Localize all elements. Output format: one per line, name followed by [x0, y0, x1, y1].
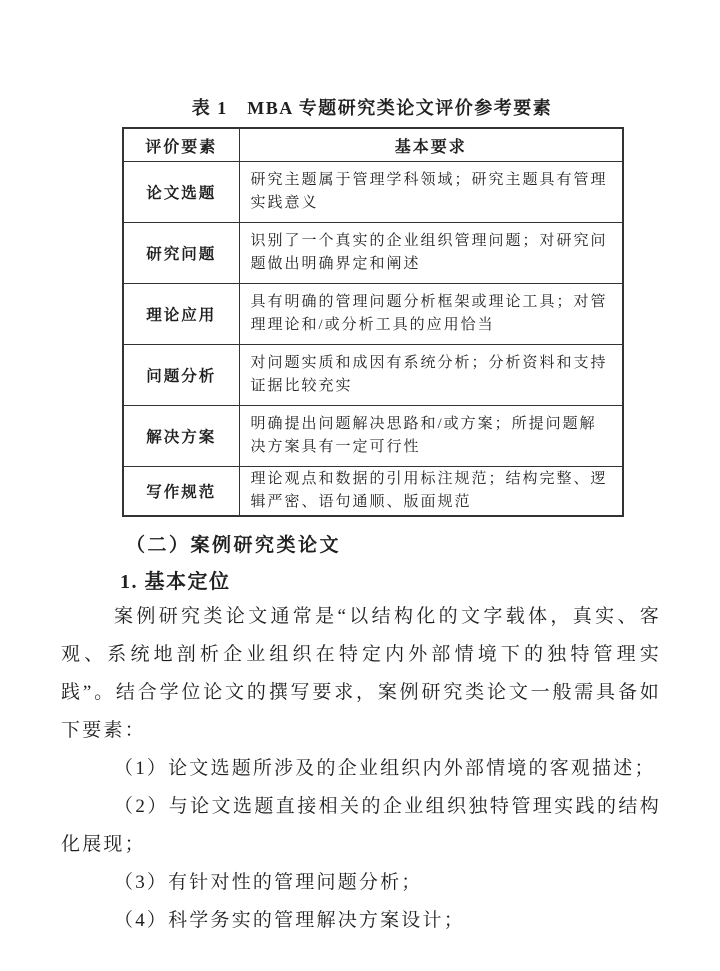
requirement-text: 对问题实质和成因有系统分析；分析资料和支持证据比较充实: [239, 345, 623, 406]
criteria-label: 论文选题: [123, 162, 239, 223]
subsection-heading: 1. 基本定位: [120, 571, 231, 593]
table-row: [123, 467, 623, 517]
list-item: （2）与论文选题直接相关的企业组织独特管理实践的结构化展现；: [61, 796, 661, 855]
header-requirements: 基本要求: [239, 128, 623, 162]
requirement-text: 明确提出问题解决思路和/或方案；所提问题解决方案具有一定可行性: [239, 406, 623, 467]
requirement-text: 具有明确的管理问题分析框架或理论工具；对管理理论和/或分析工具的应用恰当: [239, 284, 623, 345]
table-caption: 表 1 MBA 专题研究类论文评价参考要素: [191, 98, 553, 118]
requirement-text: 识别了一个真实的企业组织管理问题；对研究问题做出明确界定和阐述: [239, 223, 623, 284]
requirement-text: 研究主题属于管理学科领域；研究主题具有管理实践意义: [239, 162, 623, 223]
criteria-label: 解决方案: [123, 406, 239, 467]
table-header-row: [123, 128, 623, 162]
evaluation-table: [122, 127, 624, 517]
criteria-label: 理论应用: [123, 284, 239, 345]
table-row: [123, 162, 623, 223]
intro-paragraph: 案例研究类论文通常是“以结构化的文字载体，真实、客观、系统地剖析企业组织在特定内外部情境下的独特管理实践”。结合学位论文的撰写要求，案例研究类论文一般需具备如下要素：: [61, 606, 661, 741]
section-heading: （二）案例研究类论文: [126, 535, 342, 556]
body-text-block: [61, 598, 661, 940]
header-criteria: 评价要素: [123, 128, 239, 162]
criteria-label: 问题分析: [123, 345, 239, 406]
list-item: （1）论文选题所涉及的企业组织内外部情境的客观描述；: [114, 758, 656, 779]
list-item: （3）有针对性的管理问题分析；: [114, 872, 423, 893]
list-item: （4）科学务实的管理解决方案设计；: [114, 910, 465, 931]
table-row: [123, 345, 623, 406]
criteria-label: 研究问题: [123, 223, 239, 284]
table-row: [123, 406, 623, 467]
criteria-label: 写作规范: [123, 467, 239, 517]
table-row: [123, 223, 623, 284]
table-row: [123, 284, 623, 345]
requirement-text: 理论观点和数据的引用标注规范；结构完整、逻辑严密、语句通顺、版面规范: [239, 467, 623, 517]
